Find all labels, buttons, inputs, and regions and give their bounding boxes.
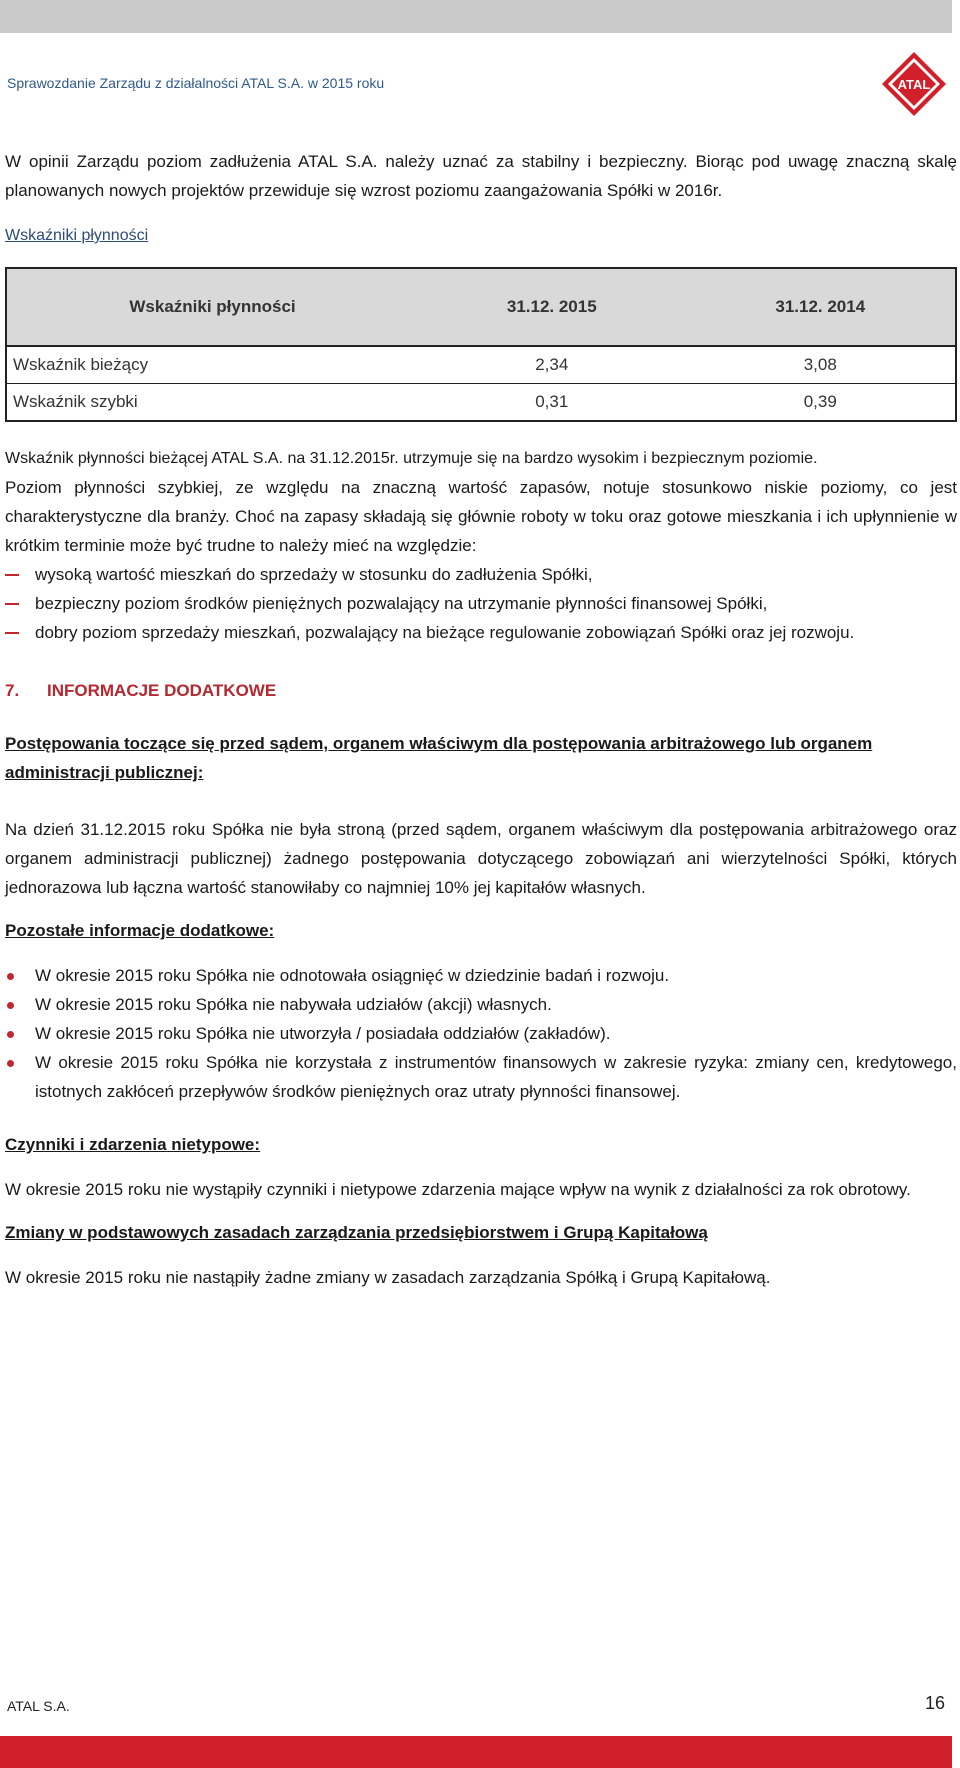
bullet-icon xyxy=(7,1060,14,1067)
footer-company: ATAL S.A. xyxy=(7,1698,70,1714)
unusual-heading: Czynniki i zdarzenia nietypowe: xyxy=(5,1135,261,1154)
list-item xyxy=(5,1019,957,1048)
atal-logo xyxy=(880,50,948,118)
dash-list xyxy=(5,560,957,647)
top-gray-band xyxy=(0,0,952,33)
liquidity-heading: Wskaźniki płynności xyxy=(5,227,149,244)
dash-icon xyxy=(5,603,19,605)
list-item-text: W okresie 2015 roku Spółka nie korzystała z instrumentów finansowych w zakresie ryzyka: zmiany cen, kredytowego, istotnych zakłóceń przepływów środków pieniężnych oraz utraty płynności finansowej. xyxy=(35,1053,957,1101)
proceedings-text: Na dzień 31.12.2015 roku Spółka nie była stroną (przed sądem, organem właściwym dla postępowania arbitrażowego oraz organem administracji publicznej) żadnego postępowania dotyczącego zobowiązań ani wierzytelności Spółki, których jednorazowa lub łączna wartość stanowiłaby co najmniej 10% jej kapitałów własnych. xyxy=(5,820,957,897)
bottom-red-band xyxy=(0,1736,952,1768)
table-header-row xyxy=(6,268,956,346)
list-item-text: W okresie 2015 roku Spółka nie utworzyła / posiadała oddziałów (zakładów). xyxy=(35,1024,611,1043)
table-header-cell: 31.12. 2015 xyxy=(418,268,686,346)
logo-text: ATAL xyxy=(897,77,931,92)
section-title: INFORMACJE DODATKOWE xyxy=(47,681,277,700)
table-cell: Wskaźnik szybki xyxy=(13,392,138,411)
table-cell: 3,08 xyxy=(686,346,956,384)
list-item-text: wysoką wartość mieszkań do sprzedaży w stosunku do zadłużenia Spółki, xyxy=(35,565,593,584)
dash-icon xyxy=(5,632,19,634)
list-item-text: dobry poziom sprzedaży mieszkań, pozwalający na bieżące regulowanie zobowiązań Spółki oraz jej rozwoju. xyxy=(35,623,855,642)
table-header-cell: Wskaźniki płynności xyxy=(6,268,418,346)
list-item xyxy=(5,961,957,990)
list-item-text: W okresie 2015 roku Spółka nie nabywała udziałów (akcji) własnych. xyxy=(35,995,552,1014)
section-number: 7. xyxy=(5,681,20,700)
page-content xyxy=(5,147,957,1292)
dash-icon xyxy=(5,574,19,576)
bullet-icon xyxy=(7,973,14,980)
table-header-cell: 31.12. 2014 xyxy=(686,268,956,346)
liquidity-paragraph-1: Wskaźnik płynności bieżącej ATAL S.A. na 31.12.2015r. utrzymuje się na bardzo wysokim i bezpiecznym poziomie. xyxy=(5,450,818,467)
list-item xyxy=(5,618,957,647)
liquidity-paragraph-2: Poziom płynności szybkiej, ze względu na znaczną wartość zapasów, notuje stosunkowo niskie poziomy, co jest charakterystyczne dla branży. Choć na zapasy składają się głównie roboty w toku oraz gotowe mieszkania i ich upłynnienie w krótkim terminie może być trudne to należy mieć na względzie: xyxy=(5,478,957,555)
management-text: W okresie 2015 roku nie nastąpiły żadne zmiany w zasadach zarządzania Spółką i Grupą Kapitałową. xyxy=(5,1268,771,1287)
list-item xyxy=(5,1048,957,1106)
page-number: 16 xyxy=(924,1693,945,1713)
management-heading: Zmiany w podstawowych zasadach zarządzania przedsiębiorstwem i Grupą Kapitałową xyxy=(5,1223,708,1242)
liquidity-table xyxy=(5,267,957,422)
section-heading xyxy=(5,681,957,701)
bullet-icon xyxy=(7,1002,14,1009)
table-cell: 2,34 xyxy=(418,346,686,384)
list-item-text: W okresie 2015 roku Spółka nie odnotowała osiągnięć w dziedzinie badań i rozwoju. xyxy=(35,966,670,985)
table-cell: 0,39 xyxy=(803,392,837,411)
intro-paragraph: W opinii Zarządu poziom zadłużenia ATAL S.A. należy uznać za stabilny i bezpieczny. Biorąc pod uwagę znaczną skalę planowanych nowych projektów przewiduje się wzrost poziomu zaangażowania Spółki w 2016r. xyxy=(5,152,957,200)
table-row xyxy=(6,346,956,384)
bullet-icon xyxy=(7,1031,14,1038)
proceedings-heading: Postępowania toczące się przed sądem, organem właściwym dla postępowania arbitrażowego lub organem administracji publicznej: xyxy=(5,734,873,782)
header-title: Sprawozdanie Zarządu z działalności ATAL S.A. w 2015 roku xyxy=(7,75,385,91)
other-info-list xyxy=(5,961,957,1106)
list-item-text: bezpieczny poziom środków pieniężnych pozwalający na utrzymanie płynności finansowej Spółki, xyxy=(35,594,768,613)
table-cell: 0,31 xyxy=(535,392,569,411)
list-item xyxy=(5,560,957,589)
list-item xyxy=(5,589,957,618)
unusual-text: W okresie 2015 roku nie wystąpiły czynniki i nietypowe zdarzenia mające wpływ na wynik z działalności za rok obrotowy. xyxy=(5,1180,911,1199)
other-info-heading: Pozostałe informacje dodatkowe: xyxy=(5,921,275,940)
table-row xyxy=(6,384,956,422)
table-cell: Wskaźnik bieżący xyxy=(6,346,418,384)
list-item xyxy=(5,990,957,1019)
